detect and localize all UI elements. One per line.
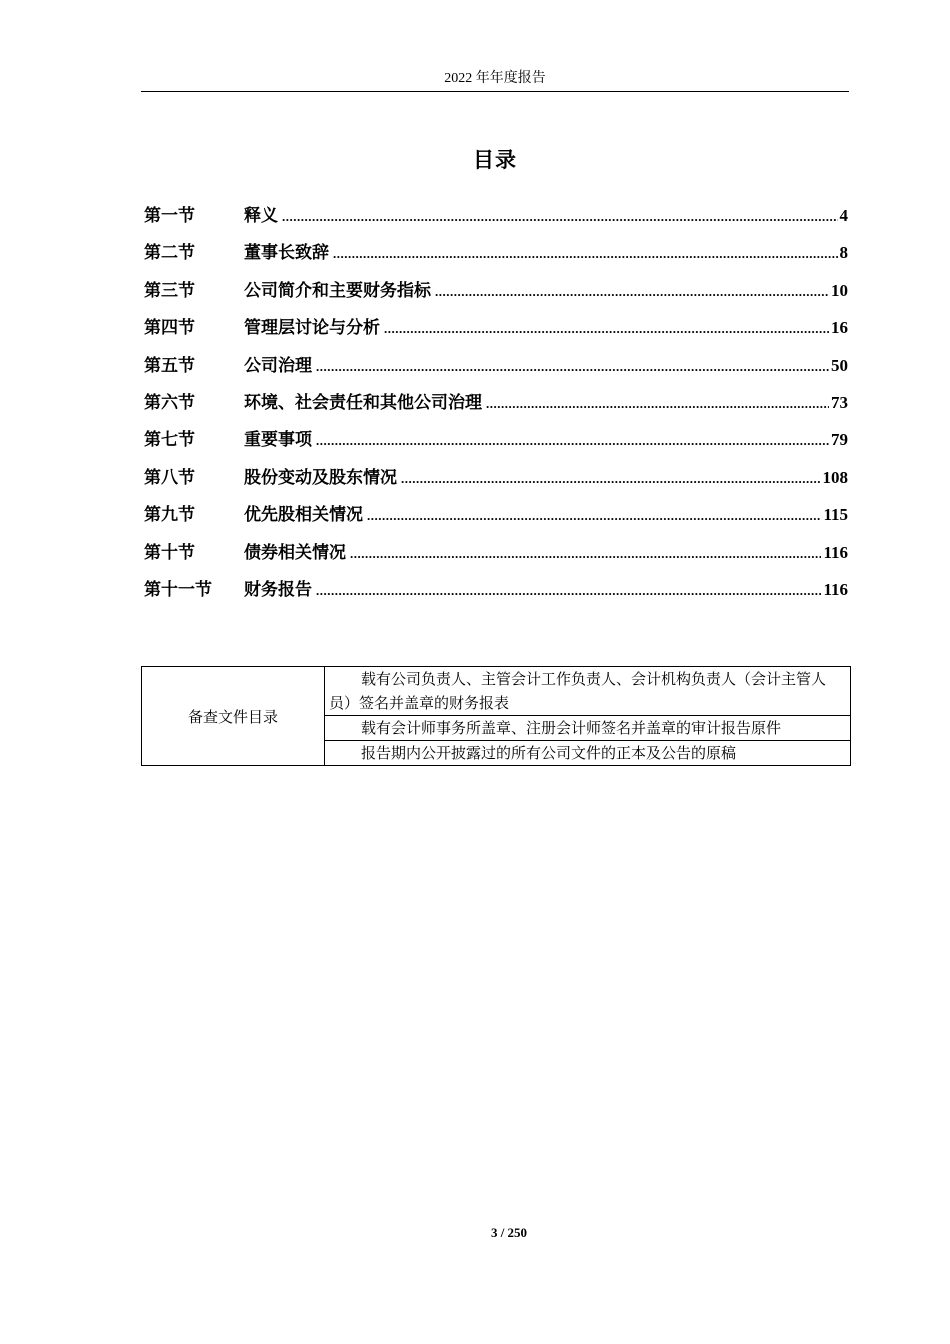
toc-section-title: 股份变动及股东情况: [244, 467, 397, 488]
toc-section-number: 第七节: [144, 430, 195, 451]
toc-page-number: 115: [823, 505, 848, 525]
toc-leader-dots: [435, 284, 829, 300]
toc-page-number: 50: [831, 355, 848, 375]
toc-section-title: 债券相关情况: [244, 542, 346, 563]
toc-section-number: 第二节: [144, 243, 195, 264]
toc-entry[interactable]: [144, 313, 848, 350]
toc-section-title: 公司简介和主要财务指标: [244, 280, 431, 301]
reference-documents-table: [141, 666, 851, 766]
toc-leader-dots: [282, 209, 838, 225]
toc-section-number: 第四节: [144, 318, 195, 339]
toc-entry[interactable]: [144, 575, 848, 612]
page-number: 3 / 250: [490, 1225, 528, 1240]
reference-document-item: 载有公司负责人、主管会计工作负责人、会计机构负责人（会计主管人员）签名并盖章的财务报表: [325, 667, 851, 716]
toc-page-number: 8: [839, 243, 848, 263]
toc-leader-dots: [401, 471, 821, 487]
toc-entry[interactable]: [144, 276, 848, 313]
toc-page-number: 16: [831, 318, 848, 338]
toc-page-number: 4: [839, 206, 848, 225]
toc-leader-dots: [350, 546, 821, 562]
header-divider: [141, 91, 849, 92]
toc-leader-dots: [316, 583, 821, 599]
toc-section-number: 第一节: [144, 206, 195, 226]
toc-page-number: 116: [823, 579, 848, 599]
toc-section-number: 第十节: [144, 542, 195, 563]
toc-page-number: 10: [831, 280, 848, 300]
toc-leader-dots: [486, 396, 829, 412]
toc-section-title: 释义: [244, 206, 278, 226]
toc-leader-dots: [316, 359, 829, 375]
toc-page-number: 116: [823, 542, 848, 562]
toc-section-title: 公司治理: [244, 355, 312, 376]
toc-section-title: 环境、社会责任和其他公司治理: [244, 392, 482, 413]
toc-leader-dots: [316, 433, 829, 449]
toc-page-number: 79: [831, 430, 848, 450]
toc-entry[interactable]: [144, 425, 848, 462]
toc-entry[interactable]: [144, 538, 848, 575]
reference-documents-label: 备查文件目录: [142, 667, 325, 766]
toc-section-title: 管理层讨论与分析: [244, 318, 380, 339]
toc-section-number: 第十一节: [144, 579, 212, 600]
toc-leader-dots: [333, 246, 838, 262]
toc-section-number: 第九节: [144, 505, 195, 526]
toc-entry[interactable]: [144, 351, 848, 388]
toc-entry[interactable]: [144, 201, 848, 238]
toc-section-title: 重要事项: [244, 430, 312, 451]
toc-entry[interactable]: [144, 238, 848, 275]
toc-section-title: 优先股相关情况: [244, 505, 363, 526]
toc-section-title: 财务报告: [244, 579, 312, 600]
reference-document-item: 报告期内公开披露过的所有公司文件的正本及公告的原稿: [325, 741, 851, 766]
toc-section-number: 第六节: [144, 392, 195, 413]
toc-section-number: 第八节: [144, 467, 195, 488]
report-header-title: 2022 年年度报告: [444, 71, 546, 86]
toc-title: 目录: [473, 148, 517, 172]
toc-leader-dots: [384, 321, 829, 337]
toc-entry[interactable]: [144, 463, 848, 500]
toc-page-number: 108: [822, 467, 848, 487]
toc-page-number: 73: [831, 392, 848, 412]
table-of-contents: [144, 201, 848, 612]
toc-leader-dots: [367, 508, 821, 524]
toc-entry[interactable]: [144, 388, 848, 425]
toc-entry[interactable]: [144, 500, 848, 537]
toc-section-number: 第五节: [144, 355, 195, 376]
toc-section-title: 董事长致辞: [244, 243, 329, 264]
toc-section-number: 第三节: [144, 280, 195, 301]
reference-document-item: 载有会计师事务所盖章、注册会计师签名并盖章的审计报告原件: [325, 716, 851, 741]
